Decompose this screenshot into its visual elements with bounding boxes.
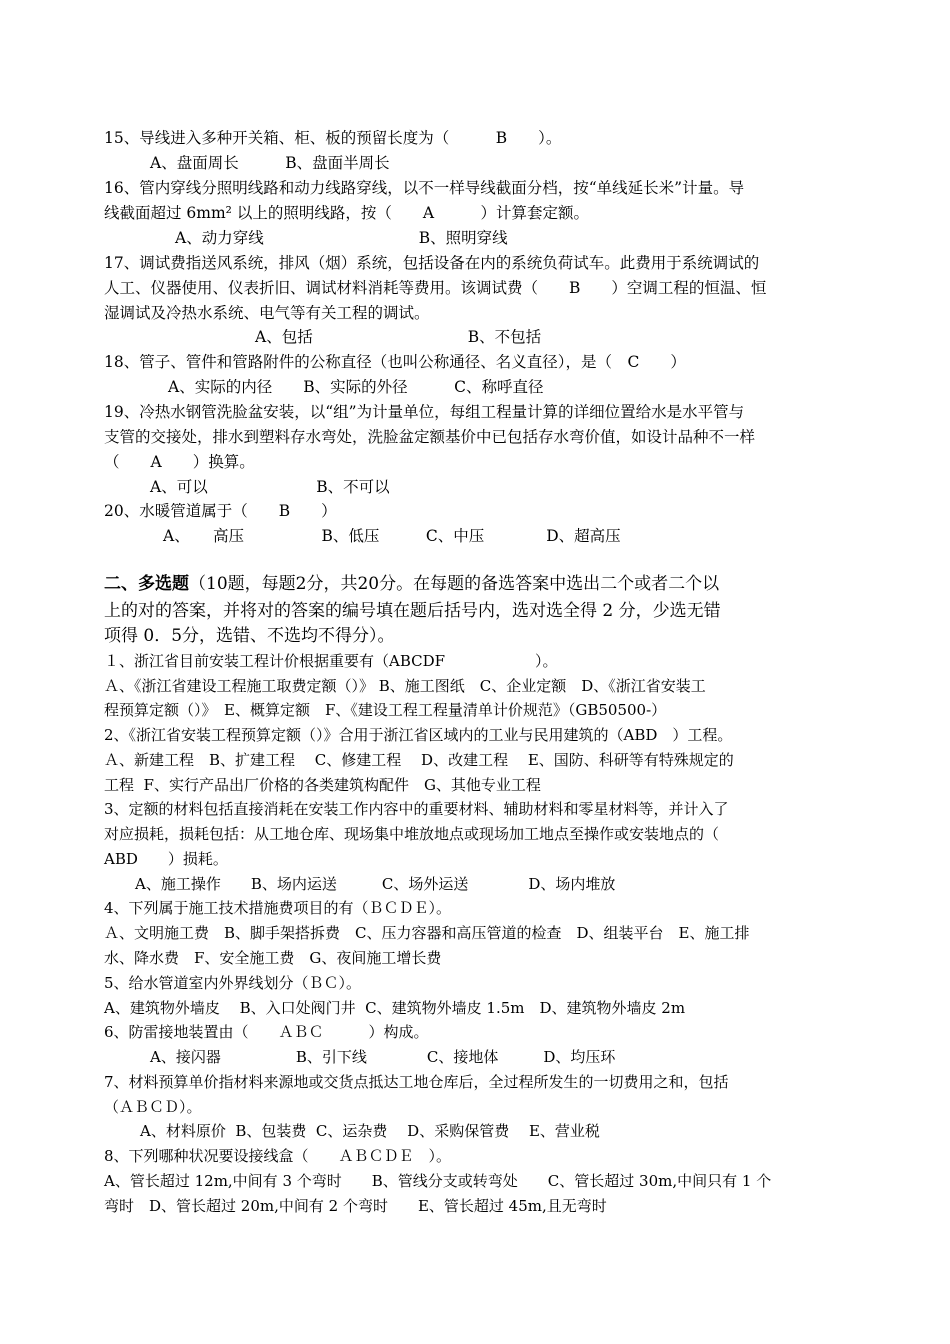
q20-stem: 20、水暖管道属于（ B ） xyxy=(104,502,337,520)
section-instructions-line2: 上的对的答案，并将对的答案的编号填在题后括号内，选对选全得 2 分，少选无错 xyxy=(104,601,721,621)
q19-stem-line2: 支管的交接处，排水到塑料存水弯处，洗脸盆定额基价中已包括存水弯价值，如设计品种不一样 xyxy=(104,428,756,446)
m1-stem: １、浙江省目前安装工程计价根据重要有（ABCDF ）。 xyxy=(104,652,558,670)
m2-options-line2: 工程 F、实行产品出厂价格的各类建筑构配件 G、其他专业工程 xyxy=(104,776,541,794)
m4-stem: 4、下列属于施工技术措施费项目的有（ＢＣＤＥ）。 xyxy=(104,899,452,917)
q15-options: A、盘面周长 B、盘面半周长 xyxy=(150,154,390,172)
m3-options: A、施工操作 B、场内运送 C、场外运送 D、场内堆放 xyxy=(135,875,616,893)
q17-stem-line2: 人工、仪器使用、仪表折旧、调试材料消耗等费用。该调试费（ B ）空调工程的恒温、恒 xyxy=(104,279,767,297)
m4-options-line1: Ａ、文明施工费 B、脚手架搭拆费 C、压力容器和高压管道的检查 D、组装平台 E、施工排 xyxy=(104,924,750,942)
m7-stem-line1: 7、材料预算单价指材料来源地或交货点抵达工地仓库后，全过程所发生的一切费用之和，包括 xyxy=(104,1073,729,1091)
section-title: 二、多选题 xyxy=(104,574,189,594)
m8-options-line2: 弯时 D、管长超过 20m,中间有 2 个弯时 E、管长超过 45m,且无弯时 xyxy=(104,1197,607,1215)
m7-stem-line2: （ＡＢＣＤ）。 xyxy=(104,1098,202,1116)
m2-options-line1: Ａ、新建工程 B、扩建工程 C、修建工程 D、改建工程 E、国防、科研等有特殊规定的 xyxy=(104,751,734,769)
m7-options: A、材料原价 B、包装费 C、运杂费 D、采购保管费 E、营业税 xyxy=(140,1122,600,1140)
m6-options: A、接闪器 B、引下线 C、接地体 D、均压环 xyxy=(150,1048,616,1066)
m6-stem: 6、防雷接地装置由（ ＡＢＣ ）构成。 xyxy=(104,1023,429,1041)
m3-stem-line2: 对应损耗，损耗包括：从工地仓库、现场集中堆放地点或现场加工地点至操作或安装地点的（ xyxy=(104,825,720,843)
m4-options-line2: 水、降水费 F、安全施工费 G、夜间施工增长费 xyxy=(104,949,442,967)
q17-stem-line3: 湿调试及冷热水系统、电气等有关工程的调试。 xyxy=(104,304,430,322)
section-instructions-line3: 项得 0．5分，选错、不选均不得分）。 xyxy=(104,626,395,646)
m1-options-line1: Ａ、《浙江省建设工程施工取费定额（）》 B、施工图纸 C、企业定额 D、《浙江省安装工 xyxy=(104,677,706,695)
q18-stem: 18、管子、管件和管路附件的公称直径（也叫公称通径、名义直径），是（ C ） xyxy=(104,353,686,371)
q15-stem: 15、导线进入多种开关箱、柜、板的预留长度为（ B ）。 xyxy=(104,129,562,147)
q16-stem-line2: 线截面超过 6mm² 以上的照明线路，按（ A ）计算套定额。 xyxy=(104,204,590,222)
m5-stem: 5、给水管道室内外界线划分（ＢＣ）。 xyxy=(104,974,362,992)
q17-options: A、包括 B、不包括 xyxy=(255,328,542,346)
q17-stem-line1: 17、调试费指送风系统，排风（烟）系统，包括设备在内的系统负荷试车。此费用于系统调试的 xyxy=(104,254,760,272)
section-instructions: （10题，每题2分，共20分。在每题的备选答案中选出二个或者二个以 xyxy=(189,574,720,594)
section-heading xyxy=(104,574,719,594)
m3-stem-line3: ABD ）损耗。 xyxy=(104,850,228,868)
m3-stem-line1: 3、定额的材料包括直接消耗在安装工作内容中的重要材料、辅助材料和零星材料等，并计入了 xyxy=(104,800,729,818)
q19-options: A、可以 B、不可以 xyxy=(150,478,390,496)
q16-stem-line1: 16、管内穿线分照明线路和动力线路穿线，以不一样导线截面分档，按“单线延长米”计量。导 xyxy=(104,179,745,197)
q16-options: A、动力穿线 B、照明穿线 xyxy=(175,229,508,247)
q19-stem-line1: 19、冷热水钢管洗脸盆安装，以“组”为计量单位，每组工程量计算的详细位置给水是水平管与 xyxy=(104,403,745,421)
m1-options-line2: 程预算定额（）》 E、概算定额 F、《建设工程工程量清单计价规范》（GB50500-） xyxy=(104,701,667,719)
q20-options: A、 高压 B、低压 C、中压 D、超高压 xyxy=(163,527,621,545)
m8-options-line1: A、管长超过 12m,中间有 3 个弯时 B、管线分支或转弯处 C、管长超过 30m,中间只有 1 个 xyxy=(104,1172,772,1190)
m8-stem: 8、下列哪种状况要设接线盒（ ＡＢＣＤＥ ）。 xyxy=(104,1147,452,1165)
q18-options: A、实际的内径 B、实际的外径 C、称呼直径 xyxy=(168,378,544,396)
m2-stem: 2、《浙江省安装工程预算定额（）》合用于浙江省区域内的工业与民用建筑的（ABD ）工程。 xyxy=(104,726,733,744)
q19-stem-line3: （ A ）换算。 xyxy=(104,453,255,471)
m5-options: A、建筑物外墙皮 B、入口处阀门井 C、建筑物外墙皮 1.5m D、建筑物外墙皮 2m xyxy=(104,999,686,1017)
